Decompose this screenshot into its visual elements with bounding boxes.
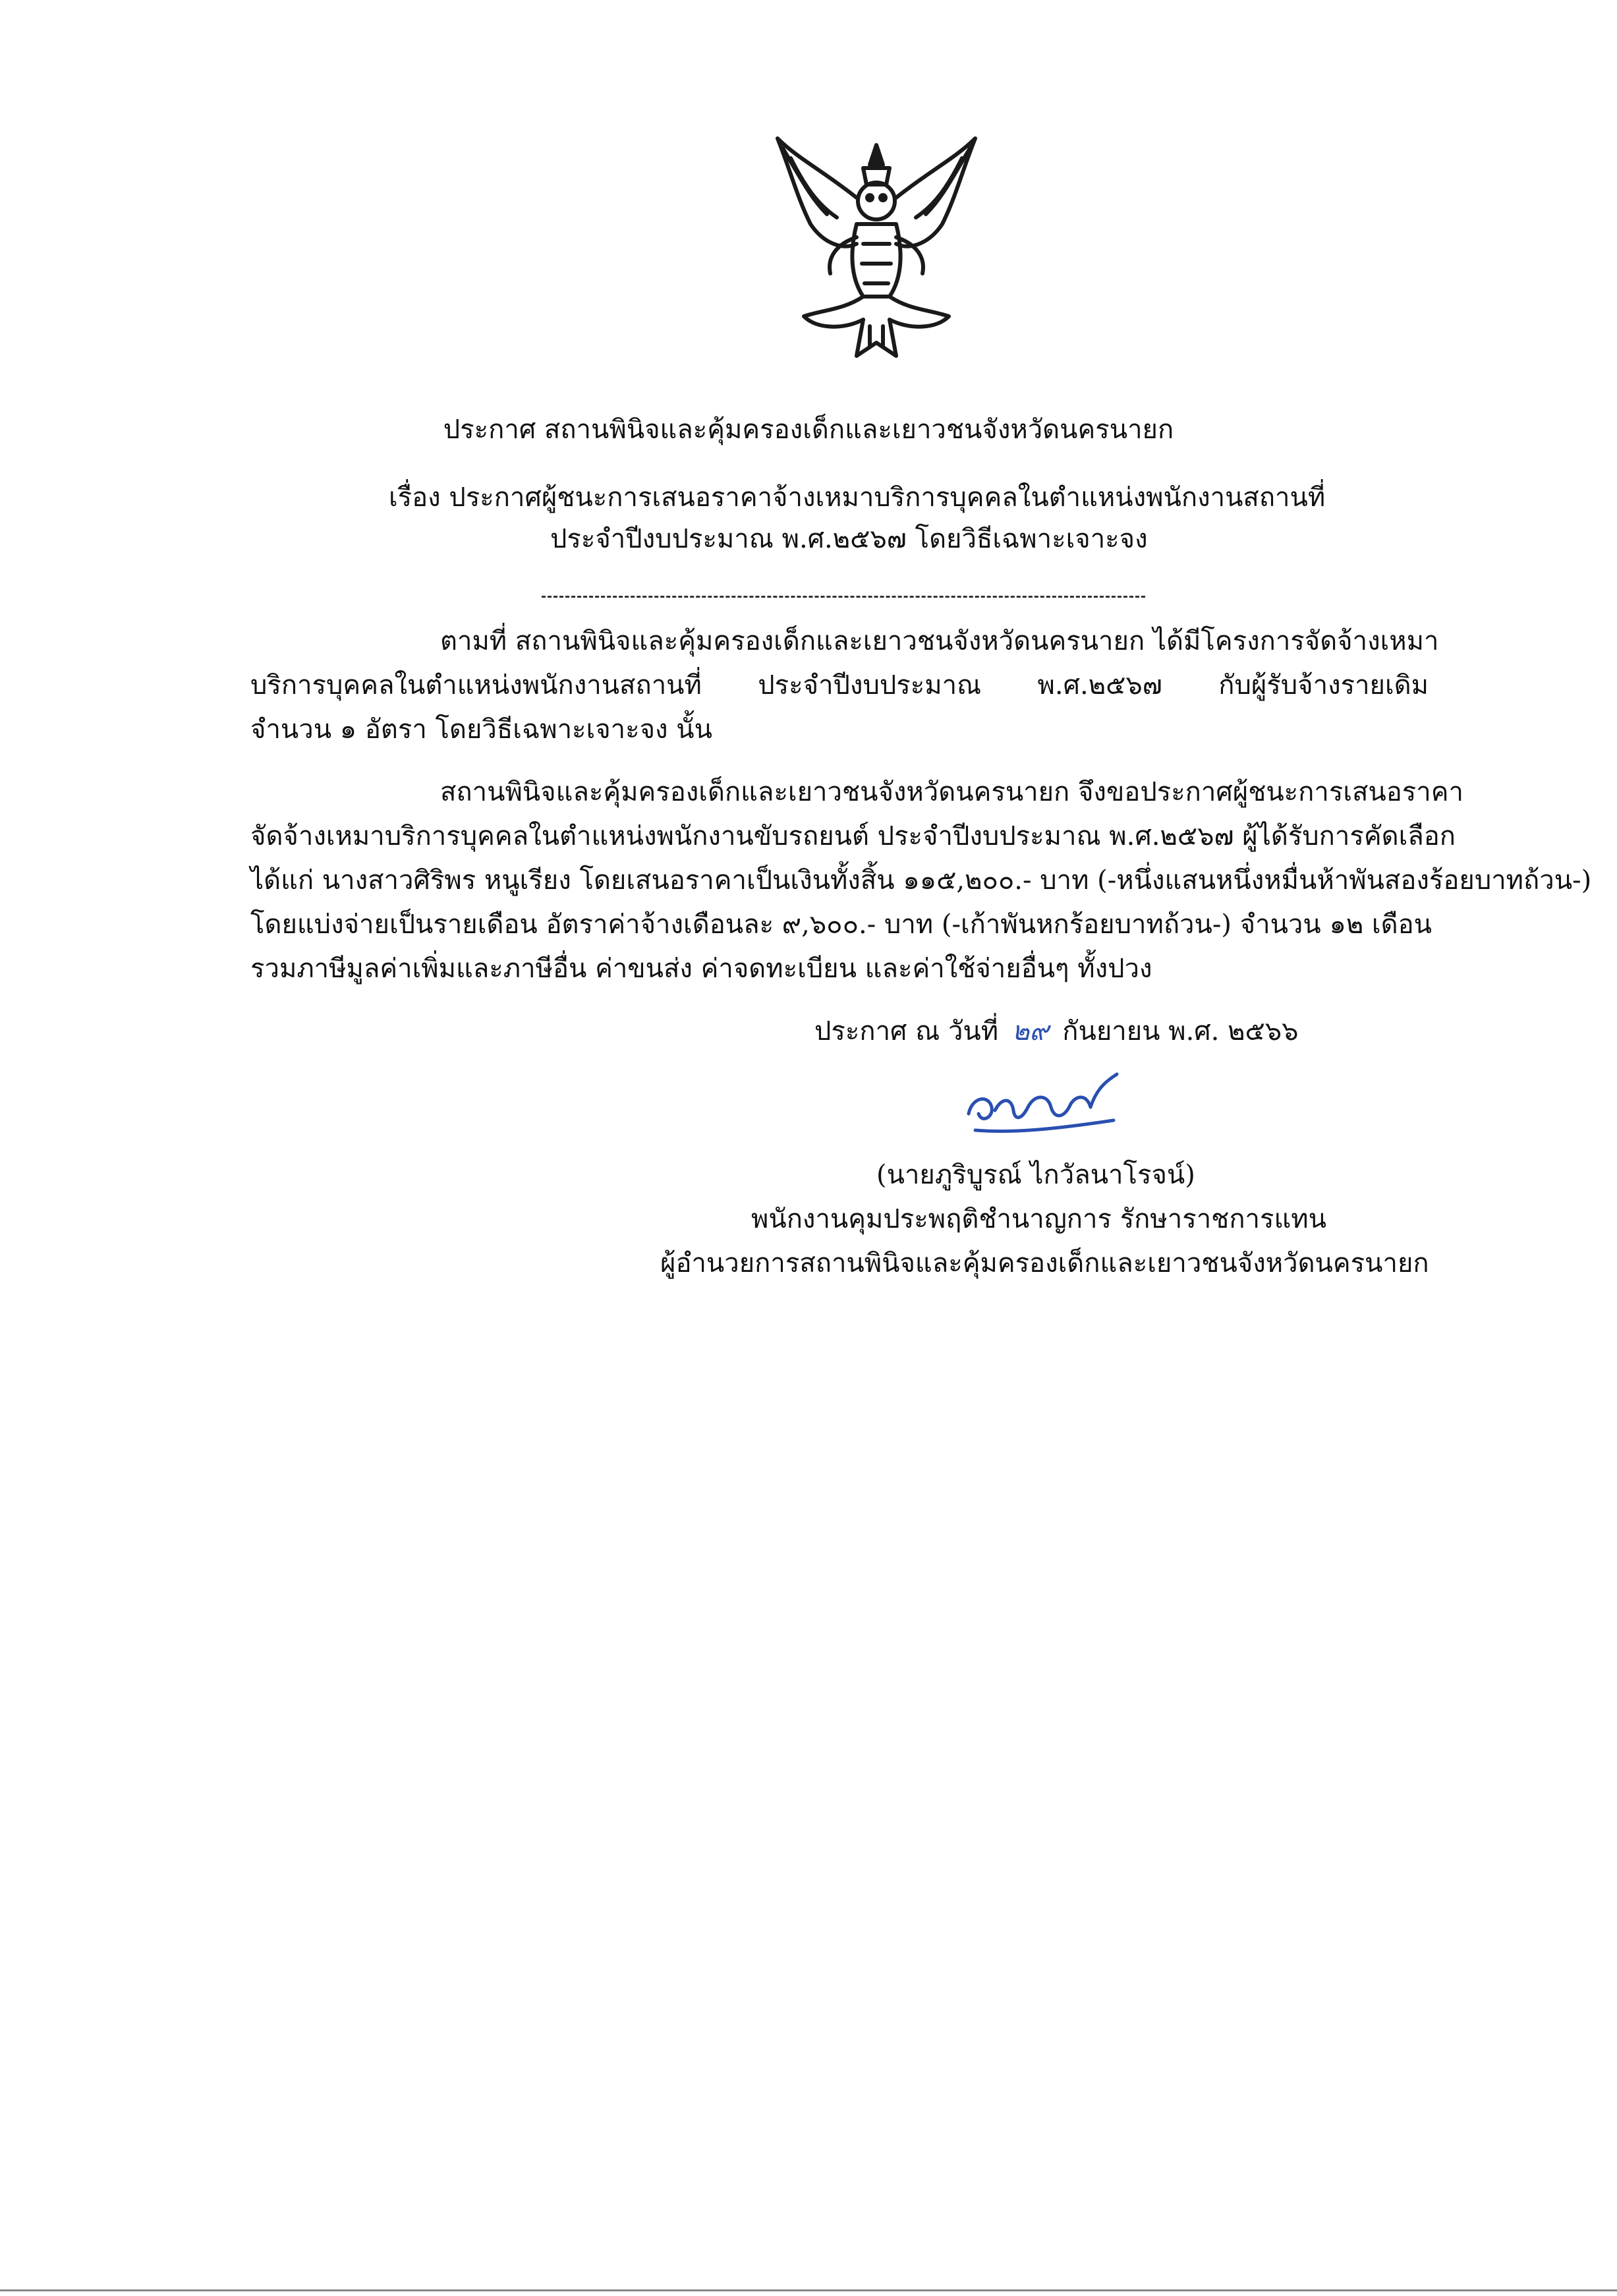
para2-line-2: จัดจ้างเหมาบริการบุคคลในตำแหน่งพนักงานขับรถยนต์ ประจำปีงบประมาณ พ.ศ.๒๕๖๗ ผู้ได้รับการคัดเลือก — [250, 821, 1456, 851]
announce-date — [814, 1013, 1299, 1050]
para2-line-3: ได้แก่ นางสาวศิริพร หนูเรียง โดยเสนอราคาเป็นเงินทั้งสิ้น ๑๑๕,๒๐๐.- บาท (-หนึ่งแสนหนึ่งหมื่นห้าพันสองร้อยบาทถ้วน-) — [250, 865, 1592, 896]
garuda-emblem-icon — [764, 132, 988, 369]
header-divider — [542, 596, 1145, 598]
signer-name: (นายภูริบูรณ์ ไกวัลนาโรจน์) — [876, 1160, 1195, 1190]
subject-line-2: ประจำปีงบประมาณ พ.ศ.๒๕๖๗ โดยวิธีเฉพาะเจาะจง — [550, 524, 1148, 554]
announce-prefix: ประกาศ ณ วันที่ — [814, 1016, 999, 1047]
signature-mark — [955, 1068, 1127, 1147]
para1-line-2: บริการบุคคลในตำแหน่งพนักงานสถานที่ ประจำปีงบประมาณ พ.ศ.๒๕๖๗ กับผู้รับจ้างรายเดิม — [250, 670, 1429, 701]
para2-line-5: รวมภาษีมูลค่าเพิ่มและภาษีอื่น ค่าขนส่ง ค่าจดทะเบียน และค่าใช้จ่ายอื่นๆ ทั้งปวง — [250, 954, 1152, 984]
para1-line-1: ตามที่ สถานพินิจและคุ้มครองเด็กและเยาวชนจังหวัดนครนายก ได้มีโครงการจัดจ้างเหมา — [440, 626, 1439, 656]
subject-line-1: เรื่อง ประกาศผู้ชนะการเสนอราคาจ้างเหมาบริการบุคคลในตำแหน่งพนักงานสถานที่ — [389, 482, 1326, 513]
announce-suffix: กันยายน พ.ศ. ๒๕๖๖ — [1062, 1016, 1299, 1047]
page-bottom-edge — [0, 2289, 1617, 2291]
announcement-title: ประกาศ สถานพินิจและคุ้มครองเด็กและเยาวชนจังหวัดนครนายก — [443, 415, 1174, 445]
announce-day: ๒๙ — [1011, 1016, 1049, 1047]
signer-position-2: ผู้อำนวยการสถานพินิจและคุ้มครองเด็กและเยาวชนจังหวัดนครนายก — [660, 1248, 1429, 1278]
signer-position-1: พนักงานคุมประพฤติชำนาญการ รักษาราชการแทน — [751, 1204, 1326, 1234]
para2-line-1: สถานพินิจและคุ้มครองเด็กและเยาวชนจังหวัดนครนายก จึงขอประกาศผู้ชนะการเสนอราคา — [440, 777, 1463, 807]
para1-line-3: จำนวน ๑ อัตรา โดยวิธีเฉพาะเจาะจง นั้น — [250, 714, 712, 745]
para2-line-4: โดยแบ่งจ่ายเป็นรายเดือน อัตราค่าจ้างเดือนละ ๙,๖๐๐.- บาท (-เก้าพันหกร้อยบาทถ้วน-) จำนวน ๑๒ เดือน — [250, 909, 1432, 940]
